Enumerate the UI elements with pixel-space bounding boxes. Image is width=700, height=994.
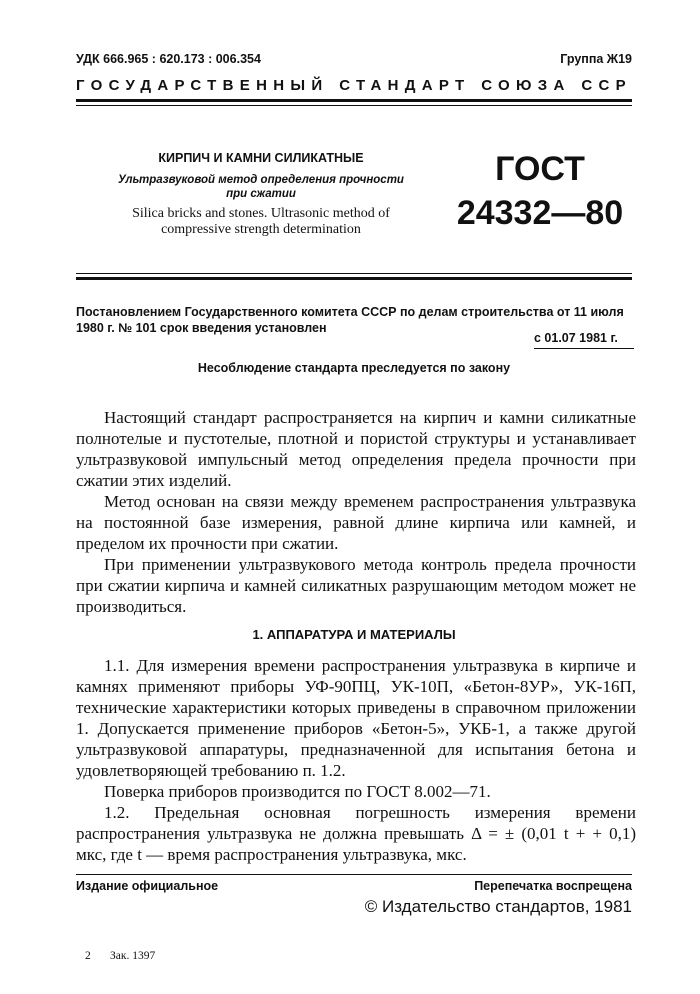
header-rule-thick	[76, 99, 632, 102]
document-subtitle-ru	[76, 173, 446, 201]
gost-number: 24332—80	[456, 194, 624, 232]
title-rule-thick	[76, 277, 632, 280]
order-number: Зак. 1397	[110, 950, 156, 962]
intro-paragraph-2: Метод основан на связи между временем распространения ультразвука на постоянной базе измерения, равной длине кирпича или камней, и пределом их прочности при сжатии.	[76, 492, 636, 553]
intro-paragraph-3: При применении ультразвукового метода контроль предела прочности при сжатии кирпича и камней силикатных разрушающим методом может не производиться.	[76, 555, 636, 616]
group-code: Группа Ж19	[560, 52, 632, 66]
intro-text	[76, 407, 636, 617]
gost-label: ГОСТ	[495, 150, 585, 188]
header-rule-thin	[76, 105, 632, 106]
effective-date: с 01.07 1981 г.	[534, 331, 618, 345]
subtitle-en-line-2: compressive strength determination	[161, 222, 361, 237]
section-1-text	[76, 655, 636, 865]
subtitle-en-line-1: Silica bricks and stones. Ultrasonic method of	[132, 206, 390, 221]
section-1-paragraph-2: Поверка приборов производится по ГОСТ 8.002—71.	[104, 782, 491, 801]
official-edition: Издание официальное	[76, 879, 219, 893]
subtitle-ru-line-2: при сжатии	[226, 188, 296, 200]
effective-date-underline	[534, 348, 634, 349]
resolution-text: Постановлением Государственного комитета СССР по делам строительства от 11 июля 1980 г. № 101 срок введения установлен	[76, 305, 624, 335]
page-number: 2	[85, 950, 91, 962]
document-subtitle-en	[76, 206, 446, 238]
state-standard-header	[76, 77, 632, 94]
state-word-2: СТАНДАРТ	[339, 77, 471, 94]
title-rule-thin	[76, 273, 632, 274]
state-word-3: СОЮЗА	[481, 77, 571, 94]
document-title: КИРПИЧ И КАМНИ СИЛИКАТНЫЕ	[158, 151, 364, 165]
reprint-prohibited: Перепечатка воспрещена	[474, 879, 632, 893]
publisher: © Издательство стандартов, 1981	[364, 897, 632, 916]
law-notice: Несоблюдение стандарта преследуется по закону	[197, 361, 511, 375]
subtitle-ru-line-1: Ультразвуковой метод определения прочности	[118, 174, 404, 186]
state-word-4: ССР	[581, 77, 632, 94]
section-1-paragraph-1: 1.1. Для измерения времени распространения ультразвука в кирпиче и камнях применяют приборы УФ-90ПЦ, УК-10П, «Бетон-8УР», УК-16П, технические характеристики которых приведены в справочном приложении 1. Допускается применение приборов «Бетон-5», УКБ-1, а также другой ультразвуковой аппаратуры, предназначенной для испытания бетона и удовлетворяющей требованию п. 1.2.	[76, 656, 636, 780]
udc-code: УДК 666.965 : 620.173 : 006.354	[76, 52, 261, 66]
footer-rule	[76, 874, 632, 875]
section-1-paragraph-3: 1.2. Предельная основная погрешность измерения времени распространения ультразвука не должна превышать Δ = ± (0,01 t + + 0,1) мкс, где t — время распространения ультразвука, мкс.	[76, 803, 636, 864]
intro-paragraph-1: Настоящий стандарт распространяется на кирпич и камни силикатные полнотелые и пустотелые, плотной и пористой структуры и устанавливает ультразвуковой импульсный метод определения предела прочности при сжатии этих изделий.	[76, 408, 636, 490]
state-word-1: ГОСУДАРСТВЕННЫЙ	[76, 77, 329, 94]
section-heading-1: 1. АППАРАТУРА И МАТЕРИАЛЫ	[252, 627, 456, 642]
